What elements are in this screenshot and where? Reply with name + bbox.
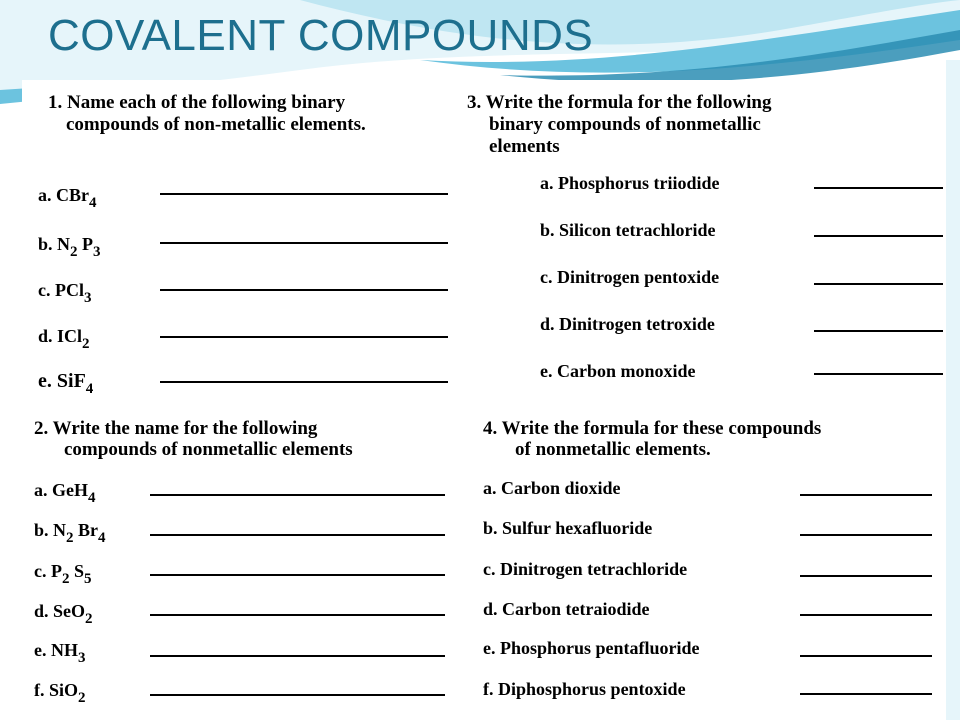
item-letter: b.	[483, 518, 503, 538]
list-item	[540, 361, 696, 382]
list-item	[34, 680, 86, 707]
item-letter: a.	[540, 173, 558, 193]
heading-line	[48, 92, 366, 114]
list-item	[38, 370, 93, 398]
item-text: N	[57, 234, 71, 254]
item-letter: c.	[34, 561, 51, 581]
item-letter: a.	[38, 185, 56, 205]
item-letter: d.	[38, 326, 58, 346]
subscript: 2	[85, 611, 93, 627]
answer-blank-line[interactable]	[150, 694, 445, 696]
subscript: 2	[70, 244, 78, 260]
item-text: ICl	[57, 326, 83, 346]
item-text: Phosphorus pentafluoride	[500, 638, 700, 658]
item-text: Carbon monoxide	[557, 361, 696, 381]
answer-blank-line[interactable]	[150, 655, 445, 657]
subscript: 3	[84, 290, 92, 306]
item-text: SiF	[56, 370, 86, 392]
heading-line: compounds of nonmetallic elements	[64, 439, 353, 460]
answer-blank-line[interactable]	[800, 494, 932, 496]
list-item	[34, 480, 96, 507]
item-text: NH	[51, 640, 78, 660]
list-item	[34, 561, 92, 588]
list-item	[34, 640, 86, 667]
item-letter: e.	[483, 638, 500, 658]
item-letter: c.	[540, 267, 557, 287]
list-item	[38, 326, 90, 353]
answer-blank-line[interactable]	[800, 575, 932, 577]
heading-text: Name each of the following binary	[62, 92, 346, 113]
item-text: CBr	[56, 185, 89, 205]
answer-blank-line[interactable]	[814, 330, 943, 332]
subscript: 3	[78, 650, 86, 666]
list-item	[540, 220, 716, 241]
answer-blank-line[interactable]	[160, 289, 448, 291]
answer-blank-line[interactable]	[800, 693, 932, 695]
page-title: COVALENT COMPOUNDS	[48, 11, 594, 60]
answer-blank-line[interactable]	[160, 242, 448, 244]
item-text: S	[69, 561, 85, 581]
question-number: 1.	[48, 92, 63, 113]
list-item	[34, 520, 106, 547]
question-number: 2.	[34, 418, 49, 439]
answer-blank-line[interactable]	[160, 381, 448, 383]
answer-blank-line[interactable]	[160, 336, 448, 338]
heading-line: compounds of non-metallic elements.	[66, 114, 366, 135]
question-2-heading	[34, 418, 353, 460]
answer-blank-line[interactable]	[150, 494, 445, 496]
subscript: 2	[62, 571, 70, 587]
item-text: Silicon tetrachloride	[559, 220, 716, 240]
item-letter: b.	[34, 520, 54, 540]
item-letter: e.	[34, 640, 51, 660]
item-text: Br	[73, 520, 99, 540]
item-text: N	[53, 520, 67, 540]
subscript: 2	[66, 530, 74, 546]
answer-blank-line[interactable]	[800, 655, 932, 657]
heading-line	[467, 92, 772, 114]
item-text: Dinitrogen tetroxide	[559, 314, 715, 334]
item-text: Phosphorus triiodide	[558, 173, 720, 193]
list-item	[483, 518, 652, 539]
answer-blank-line[interactable]	[814, 235, 943, 237]
item-text: Dinitrogen tetrachloride	[500, 559, 688, 579]
answer-blank-line[interactable]	[814, 283, 943, 285]
heading-line	[34, 418, 353, 439]
heading-line	[483, 418, 821, 439]
subscript: 4	[88, 490, 96, 506]
heading-text: Write the formula for the following	[481, 92, 772, 113]
item-letter: c.	[38, 280, 55, 300]
list-item	[540, 173, 720, 194]
item-letter: f.	[483, 679, 498, 699]
subscript: 3	[93, 244, 101, 260]
item-letter: e.	[540, 361, 557, 381]
heading-text: Write the formula for these compounds	[497, 418, 822, 439]
list-item	[38, 280, 92, 307]
item-text: Carbon tetraiodide	[502, 599, 650, 619]
item-letter: d.	[34, 601, 54, 621]
heading-line: elements	[489, 136, 560, 157]
item-letter: b.	[540, 220, 560, 240]
item-letter: c.	[483, 559, 500, 579]
question-3-heading	[467, 92, 772, 158]
item-letter: e.	[38, 370, 57, 392]
subscript: 4	[85, 381, 94, 397]
answer-blank-line[interactable]	[800, 614, 932, 616]
subscript: 4	[89, 195, 97, 211]
question-number: 3.	[467, 92, 482, 113]
heading-line: of nonmetallic elements.	[515, 439, 711, 460]
subscript: 2	[82, 336, 90, 352]
subscript: 2	[78, 690, 86, 706]
subscript: 5	[84, 571, 92, 587]
list-item	[34, 601, 93, 628]
item-text: P	[51, 561, 62, 581]
answer-blank-line[interactable]	[160, 193, 448, 195]
answer-blank-line[interactable]	[150, 574, 445, 576]
list-item	[38, 234, 101, 261]
item-text: Diphosphorus pentoxide	[498, 679, 686, 699]
item-letter: d.	[540, 314, 560, 334]
heading-line: binary compounds of nonmetallic	[489, 114, 761, 135]
answer-blank-line[interactable]	[814, 373, 943, 375]
item-letter: a.	[34, 480, 52, 500]
list-item	[483, 559, 687, 580]
list-item	[540, 314, 715, 335]
list-item	[483, 478, 621, 499]
item-text: Dinitrogen pentoxide	[557, 267, 720, 287]
item-text: SeO	[53, 601, 86, 621]
item-text: PCl	[55, 280, 84, 300]
list-item	[38, 185, 97, 212]
list-item	[483, 599, 650, 620]
heading-text: Write the name for the following	[48, 418, 318, 439]
item-text: Carbon dioxide	[501, 478, 621, 498]
item-letter: d.	[483, 599, 503, 619]
answer-blank-line[interactable]	[150, 614, 445, 616]
item-letter: b.	[38, 234, 58, 254]
item-text: SiO	[49, 680, 79, 700]
answer-blank-line[interactable]	[814, 187, 943, 189]
item-text: GeH	[52, 480, 88, 500]
item-text: Sulfur hexafluoride	[502, 518, 653, 538]
answer-blank-line[interactable]	[800, 534, 932, 536]
item-letter: f.	[34, 680, 49, 700]
list-item	[483, 679, 686, 700]
answer-blank-line[interactable]	[150, 534, 445, 536]
question-number: 4.	[483, 418, 498, 439]
list-item	[483, 638, 700, 659]
question-4-heading	[483, 418, 821, 460]
question-1-heading	[48, 92, 366, 136]
subscript: 4	[98, 530, 106, 546]
item-text: P	[77, 234, 94, 254]
item-letter: a.	[483, 478, 501, 498]
list-item	[540, 267, 719, 288]
